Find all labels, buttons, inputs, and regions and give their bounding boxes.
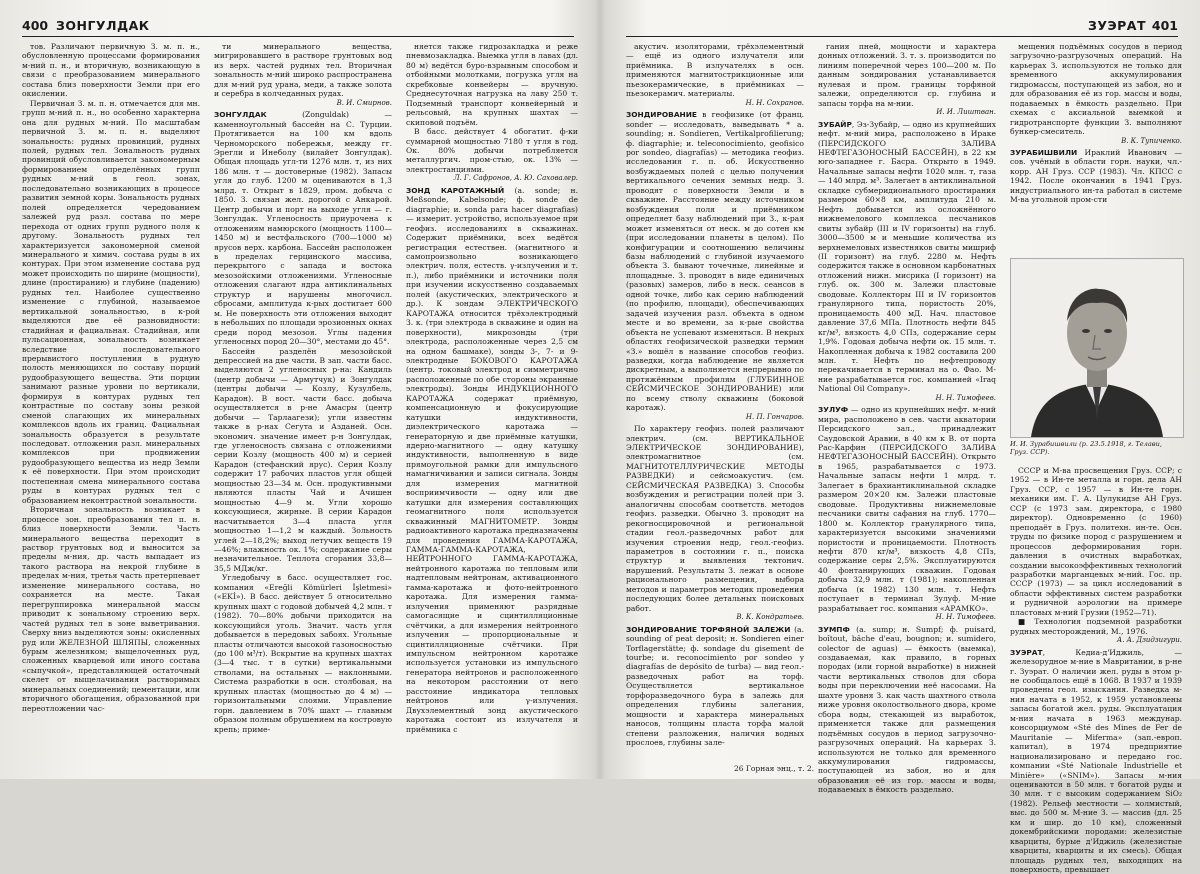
author-signature: Н. Н. Тимофеев. [935,613,996,622]
entry-headword: ЗУМПФ [818,624,850,634]
entry-headword: ЗУРАБИШВИЛИ [1010,147,1078,157]
entry-headword: ЗУБАЙР [818,119,852,129]
author-signature: Л. Г. Сафронов, А. Ю. Саховалер. [453,174,578,183]
article-paragraph [22,99,200,505]
entry-headword: ЗОНД КАРОТАЖНЫЙ [406,185,505,195]
headword: ЗУЭРАТ [1087,18,1146,33]
article-entry [626,110,804,413]
article-paragraph [1010,466,1182,617]
right-page [604,0,1200,874]
author-signature: Н. Н. Сохранов. [745,98,804,107]
entry-headword: ЗОНДИРОВАНИЕ [626,110,697,120]
paragraph-text: няется также гидрозакладка и реже пневмозакладка. Выемка угля в лавах (дл. 80 м) ведётся буро-взрывным способом и отбойными молотками, погрузка угля на скребковые конвейеры — вручную. Среднесуточная нагрузка на лаву 250 т. Подземный транспорт конвейерный и рельсовый, на крупных шахтах — скиповой подъём. [406,42,578,127]
article-paragraph [22,42,200,99]
paragraph-text: ■ Технология подземной разработки рудных месторождений, М., 1976. [1010,617,1182,636]
article-entry [818,120,996,394]
paragraph-text: Бассейн разделён мезозойской депрессией на две части. В зап. части басс. выделяются 2 угленосных р-на: Кандиль (центр добычи — Армутчук) и Зонгулдак (центры добычи — Козлу, Кузулбель, Карадон). В вост. части басс. добыча осуществляется в р-не Амасры (центр добычи — Тарлаагези); угли известны также в р-нах Сегута и Азданей. Осн. экономич. значение имеет р-н Зонгулдак, где угленосность связана с отложениями серии Козлу (мощность 400 м) и серией Карадон (стефанский ярус). Серия Козлу содержит 17 рабочих пластов угля общей мощностью 23—34 м. Осн. продуктивными являются пласты Чай и Ачишен мощностью 4—9 м. Угли хорошо коксующиеся, жирные. В серии Карадон насчитывается 3—4 пласта угля мощностью 1—1,2 м каждый. Зольность углей 2—18,2%; выход летучих веществ 19—46%; влажность ок. 1%; содержание серы незначительное. Теплота сгорания 33,8—35,5 МДж/кг. [214,346,392,573]
paragraph-text: в геофизике (от франц. sonder — исследовать, выведывать * a. sounding; н. Sondieren, Vertikalprofilierung; ф. diagraphie; и. teleconocimiento, geofisico por sondeo, diagrafías) — методика геофиз. исследования г. п. об. Искусственно возбуждаемых полей с целью получения вертикального сечения земных недр. З. проводят с поверхности Земли и в скважине. Расстояние между источником возбуждения поля и приёмником определяет базу наблюдений при З., к-рая может изменяться от неск. м до сотен км (при исследовании планеты в целом). По конфигурации и соотношению величины базы наблюдений с глубиной изучаемого объекта З. бывают точечные, линейные и площадные. З. проводят в виде единичных (разовых) замеров, либо в неск. сеансов в одной точке, либо как серию наблюдений (по профилю, площади), обеспечивающих задачей изучения разл. объекта в одном месте и во времени, за к-рые свойства объекта не успевают изменяться. В некрых областях геофизической разведки термин «З.» вошёл в название способов геофиз. разведки, когда наблюдение не является дискретным, а выполняется непрерывно по протяжённым профилям (ГЛУБИННОЕ СЕЙСМИЧЕСКОЕ ЗОНДИРОВАНИЕ) или по всему стволу скважины (боковой каротаж). [626,110,804,413]
article-entry [818,625,996,795]
paragraph-text: (a. sounding of peat deposit; н. Sondieren einer Torflagerstätte; ф. sondage du gisement de tourbe; и. reconocimiento por sondeo y diagrafías de depósito de turba) — вид геол.-разведочных работ на торф. Осуществляется вертикальное торфоразведочного бура в залежь для определения глубины залегания, мощности и характера минеральных наносов, толщины пласта торфа малой степени разложения, наличия водных прослоев, глубины зале- [626,624,804,748]
left-page [0,0,596,779]
article-paragraph [214,347,392,574]
article-paragraph [214,42,392,99]
article-paragraph [1010,617,1182,636]
paragraph-text: , Кедиа-д'Иджиль, — железорудное м-ние в Мавритании, в р-не г. Зуэрат. О наличии жел. руды в этом р-не сообщалось ещё в 1068. В 1937 и 1939 проведены геол. изыскания. Разведка м-ния начата в 1952, к 1959 установлены запасы богатой жел. руды. Эксплуатация м-ния начата в 1963 междунар. консорциумом «Sté des Mines de Fer de Mauritanie — Miferma» (зап.-европ. капитал), в 1974 предприятие национализировано и передано гос. компании «Sté Nationale Industrielle et Minière» («SNIM»). Запасы м-ния оцениваются в 50 млн. т богатой руды и 30 млн. т с высоким содержанием SiO₂ (1982). Рельеф местности — холмистый, выс. до 500 м. М-ние З. — массив (дл. 25 км и шир. до 10 км), сложенный докембрийскими породами: железистые кварциты, бурые д'Иджиль (железистые кварциты, кварциты и их смесь). Общая площадь рудных тел, выходящих на поверхность, превышает [1010,647,1182,874]
article-entry [626,625,804,748]
article-paragraph [22,505,200,713]
paragraph-text: , Эз-Зубайр, — одно из крупнейших нефт. м-ний мира, расположено в Ираке (ПЕРСИДСКОГО ЗАЛИВА НЕФТЕГАЗОНОСНЫЙ БАССЕЙН), в 22 км юго-западнее г. Басра. Открыто в 1949. Начальные запасы нефти 1020 млн. т, газа — 140 млрд. м³. Залегает в антиклинальной складке субмеридионального простирания размером 60×8 км, амплитуда 210 м. Нефть добывается из осложнённого нижнемелового комплекса песчаников свиты зубайр (III и IV горизонты) на глуб. 3000—3500 м и меньшие количества из верхнемеловых известняков свиты мишриф (II горизонт) на глуб. 2280 м. Нефть содержится также в основном карбонатных отложений нижн. мисрика (I горизонт) на глуб. ок. 300 м. Залежи пластовые сводовые. Коллекторы III и IV горизонтов гранулярного типа, пористость 20%, проницаемость 400 мД. Нач. пластовое давление 37,6 МПа. Плотность нефти 845 кг/м³, вязкость 4,0 СПз, содержание серы 1,9%. Годовая добыча нефти ок. 15 млн. т. Накопленная добыча к 1982 составила 200 млн. т. Нефть по нефтепроводу перекачивается в терминал на о. Фао. М-ние разрабатывается гос. компанией «Iraq National Oil Company». [818,119,996,394]
article-entry [1010,148,1182,205]
running-head [22,14,574,37]
paragraph-text: (a. sonde; н. Meßsonde, Kabelsonde; ф. sonde de diagraphie; и. sonda para hacer diagrafias) — измерит. устройство, используемое при геофиз. исследованиях в скважинах. Содержит приёмники, всех ведётся регистрация естествен. (магнитного и самопроизвольно возникающего электрич. поля, естеств. γ-излучения и т. п.), либо приёмники и источники поля при изучении искусственно создаваемых полей (акустических, электрического и др.). К зондам ЭЛЕКТРИЧЕСКОГО КАРОТАЖА относится трёхэлектродный З. к. (три электрода в скважине и один на поверхности), микрозонды (три электрода, расположенные через 2,5 см на одном башмаке), зонды 3-, 7- и 9-электродные БОКОВОГО КАРОТАЖА (центр. токовый электрод и симметрично расположенные по обе стороны экранные электроды). Зонды ИНДУКЦИОННОГО КАРОТАЖА содержат приёмную, компенсационную и фокусирующие катушки индуктивности, диэлектрического каротажа — генераторную и две приёмные катушки, ядерно-магнитного — одну катушку индуктивности, выполненную в виде прямоугольной рамки для импульсного намагничивания и записи сигнала. Зонды для измерения магнитной восприимчивости — одну или две катушки для измерения составляющих геомагнитного поля используется скважинный МАГНИТОМЕТР. Зонды радиоактивного каротажа предназначены для проведения ГАММА-КАРОТАЖА, ГАММА-ГАММА-КАРОТАЖА, НЕЙТРОННОГО ГАММА-КАРОТАЖА, нейтронного каротажа по тепловым или надтепловым нейтронам, активационного гамма-каротажа и фото-нейтронного каротажа. Для измерения гамма-излучения применяют разрядные самогасящие и сцинтилляционные счётчики, а для измерения нейтронного излучения — пропорциональные и сцинтилляционные счётчики. При импульсном нейтронном каротаже используется установки из импульсного генератора нейтронов и расположенного на некотором расстоянии от него расстояние индикатора тепловых нейтронов или γ-излучения. Двухэлементный зонд акустического каротажа состоит из излучателя и приёмника с [406,185,578,734]
column-3 [406,42,578,753]
article-paragraph [818,42,996,108]
paragraph-text: ти минерального вещества, мигрировавшего в растворе грунтовых вод из верх. частей рудных тел. Вторичная зональность м-ний широко распространена для м-ний руд урана, меди, а также золота и серебра в колчеданных рудах. [214,42,392,99]
column-3-bottom [1010,466,1182,874]
paragraph-text: В басс. действует 4 обогатит. ф-ки суммарной мощностью 7180 т угля в год. Ок. 80% добычи потребляется металлургич. пром-стью, ок. 13% — электростанциями. [406,127,578,174]
paragraph-text: СССР и М-ва просвещения Груз. ССР; с 1952 — в Ин-те металла и горн. дела АН Груз. ССР, с 1957 — в Ин-те горн. механики им. Г. А. Цулукидзе АН Груз. ССР (с 1973 зам. директора, с 1980 директор). Одновременно (с 1960) преподаёт в Груз. политехн. ин-те. Осн. труды по физике пород с разрушением и процессов деформирования горн. давления в очистных выработках, создании высокоэффективных технологий разработки марганцевых м-ний. Гос. пр. СССР (1973) — за цикл исследований в области эффективных систем разработки и рудничной аэрологии на примере пластовых м-ний Грузии (1952—71). [1010,466,1182,617]
entry-headword: ЗОНГУЛДАК [214,110,267,120]
column-1 [626,42,804,753]
author-signature: В. И. Смирнов. [336,98,392,107]
page-number: 400 [22,18,49,33]
paragraph-text: Первичная З. м. п. н. отмечается для мн. групп м-ний п. н., но особенно характерна она для рудных м-ний. По масштабам первичной З. м. п. н. выделяют зональность: рудных провинций, рудных полей, рудных тел. Зональность рудных провинций обусловливается закономерным формированием определённых групп рудных м-ний в геол. зонах, последовательно возникающих в процессе развития земной коры. Зональность рудных полей определяется чередованием залежей руд разл. состава по мере перехода от одних групп рудного поля к другому. Зональность рудных тел характеризуется закономерной сменой минерального и химич. состава руды в их контурах. При этом изменение состава руд может происходить по ширине (мощности), длине (простиранию) и глубине (падению) рудных тел. Наиболее существенно изменение с глубиной, называемое вертикальной зональностью, в к-рой выделяются две её разновидности: стадийная и фациальная. Стадийная, или пульсационная, зональность возникает вследствие последовательного прерывистого поступления в рудную полость меняющихся по составу порций рудообразующего вещества. Эти порции занимают разные уровни по вертикали, формируя в контурах рудных тел контрастные по составу зоны резкой сменой слагающих их минеральных комплексов вдоль их границ. Фациальная зональность образуется в результате последоват. отложения разл. минеральных комплексов при продвижении рудообразующего вещества из недр Земли к её поверхности. При этом происходит постепенная смена минерального состава руды в контурах рудных тел с образованием неконтрастной зональности. [22,98,200,505]
article-entry [406,186,578,734]
paragraph-text: тов. Различают первичную З. м. п. н., обусловленную процессами формирования м-ний п. н., и вторичную, возникающую в связи с преобразованием минерального состава близ поверхности Земли при его окислении. [22,42,200,99]
column-2 [214,42,392,753]
paragraph-text: Вторичная зональность возникает в процессе зон. преобразования тел п. н. близ поверхности Земли. Часть минерального вещества переходит в раствор грунтовых вод и выносится за пределы м-ния, др. часть выпадает из такого раствора на некрой глубине в пределах м-ния, третья часть претерпевает изменение минерального состава, но сохраняется на месте. Такая перегруппировка минеральной массы приводит к зональному строению верх. частей рудных тел в зоне выветривания. Сверху вниз выделяются зоны: окисленных руд или ЖЕЛЕЗНОЙ ШЛЯПЫ, сложенных бурым железняком; выщелоченных руд, сложенных кварцевой или иного состава «сыпучкой», представляющей остаточный скелет от выщелачивания растворимых минеральных соединений; цементации, или вторичного обогащения, образованной при переотложении час- [22,505,200,713]
paragraph-text: (a. sump; н. Sumpf; ф. puisard, boîtout, bâche d'eau, bougnon; и. sumidero, colector de aguas) — ёмкость (выемка), создаваемая, как правило, в горных породах (или горной выработке) в нижней части вертикальных стволов для сбора воды при переключении неё насосами. На шахте уровня З. как часть шахтного ствола ниже уровня околоствольного двора, кроме сбора воды, стекающей из выработок, применяется также для размещения подъёмных сосудов в период загрузочно-разгрузочных операций. На карьерах З. используются не только для временного аккумулирования гидромассы, поступающей из забоя, но и для образования её из гор. массы и воды, подаваемых в ёмкость раздельно. [818,624,996,795]
text-columns [22,42,578,753]
author-signature: А. А. Дзидзигури. [1116,636,1182,645]
author-signature: В. К. Тупиченко. [1121,136,1182,145]
page-number: 401 [1151,18,1178,33]
paragraph-text: По характеру геофиз. полей различают электрич. (см. ВЕРТИКАЛЬНОЕ ЭЛЕКТРИЧЕСКОЕ ЗОНДИРОВАНИЕ), электромагнитное (см. МАГНИТОТЕЛЛУРИЧЕСКИЕ МЕТОДЫ РАЗВЕДКИ) и сейсмоакустич. (см. СЕЙСМИЧЕСКАЯ РАЗВЕДКА) З. Способы возбуждения и регистрации полей при З. аналогичны способам соответств. методов геофиз. разведки. Обычно З. проводят на рекогносцировочной и региональной стадии геол.-разведочных работ для изучения строения недр, геол.-геофиз. параметров в состоянии г. п., поиска структур и выявления тектонич. нарушений. Результаты З. лежат в основе рационального размещения, выбора методов и параметров методик проведения последующих более детальных поисковых работ. [626,424,804,613]
headword: ЗОНГУЛДАК [56,18,150,33]
author-signature: Н. Н. Тимофеев. [935,393,996,402]
article-paragraph [1010,42,1182,137]
paragraph-text: гания пней, мощности и характера донных отложений. З. т. з. производится по линиям поперечной через 100—200 м. По данным зондирования устанавливается нулевая и пром. границы торфяной залежи, определяются ср. глубина и запасы торфа на м-нии. [818,42,996,108]
article-entry [818,405,996,613]
article-paragraph [214,573,392,734]
portrait-caption: И. И. Зурабишвили (р. 23.5.1918, г. Телави, Груз. ССР). [1010,440,1162,456]
article-entry [1010,648,1182,874]
article-entry [214,110,392,346]
running-head [626,14,1178,37]
signature-footer: 26 Горная энц., т. 2. [734,764,815,773]
author-signature: Н. П. Гончаров. [745,412,804,421]
column-1 [22,42,200,753]
paragraph-text: — одно из крупнейших нефт. м-ний мира, расположено в сев. части акватории Персидского зал., принадлежит Саудовской Аравии, в 40 км к В. от порта Рас-Карфин (ПЕРСИДСКОГО ЗАЛИВА НЕФТЕГАЗОНОСНЫЙ БАССЕЙН). Открыто в 1965, разрабатывается с 1973. Начальные запасы нефти 1 млрд. т. Залегает в брахиантиклинальной складке размером 20×20 км. Залежи пластовые сводовые. Продуктивны нижнемеловые песчаники свиты сафания на глуб. 1770—1800 м. Коллектор гранулярного типа, характеризуется высокими значениями пористости и проницаемости. Плотность нефти 870 кг/м³, вязкость 4,8 СПз, содержание серы 2,5%. Эксплуатируются 40 фонтанирующих скважин. Годовая добыча 32,9 млн. т (1981); накопленная добыча (к 1982) 130 млн. т. Нефть поступает в терминал Зулуф. М-ние разрабатывает гос. компания «АРАМКО». [818,405,996,613]
article-paragraph [626,424,804,613]
author-signature: В. К. Кондратьев. [736,613,804,622]
paragraph-text: Угледобычу в басс. осуществляет гос. компания «Ereğli Kömürleri İşletmesi» («EKİ»). В басс. действует 5 относительно крупных шахт с годовой добычей 4,2 млн. т (1982). 70—80% добычи приходится на коксующийся уголь. Значит. часть угля добывается в передовых забоях. Угольные пласты отличаются высокой газоносностью (до 100 м³/т). Вскрытие на крупных шахтах (3—4 тыс. т в сутки) вертикальными стволами, на остальных — наклонными. Система разработки в осн. столбовая, на крупных пластах (мощностью до 4 м) — горизонтальными слоями. Управление горн. давлением в 70% шахт — главным образом полным обрушением на костровую крепь; приме- [214,573,392,734]
column-2 [818,42,996,795]
paragraph-text: Ираклий Иванович — сов. учёный в области горн. науки, чл.-корр. АН Груз. ССР (1983). Чл. КПСС с 1942. После окончания в 1941 Груз. индустриального ин-та работал в системе М-ва угольной пром-сти [1010,147,1182,205]
entry-headword: ЗУЛУФ [818,405,849,415]
entry-headword: ЗОНДИРОВАНИЕ ТОРФЯНОЙ ЗАЛЕЖИ [626,624,791,634]
column-3-top [1010,42,1182,254]
article-paragraph [406,42,578,127]
paragraph-text: (Zonguldak) — каменноугольный бассейн на С. Турции. Протягивается на 100 км вдоль Черноморского побережья, между гг. Эрегли и Инеболу (вилайет Зонгулдак). Общая площадь угл-ти 1276 млн. т, из них 186 млн. т — достоверные (1982). Запасы угля до глуб. 1200 м оцениваются в 1,3 млрд. т. Открыт в 1829, пром. добыча с 1850. З. связан жел. дорогой с Анкарой. Центр добычи и порт на выходе угля — г. Зонгулдак. Угленосность приурочена к отложениям намюрского (мощность 1100—1450 м) и вестфальского (700—1000 м) ярусов верх. карбона. Бассейн расположен в пределах герцинского массива, перекрытого с запада и востока мезозойскими отложениями. Угленосные отложения слагают ядра антиклинальных структур и нарушены многочисл. сбросами, амплитуда к-рых достигает 600 м. Не поверхность эти отложения выходят в небольших по площади эрозионных окнах среди пород мезозоя. Углы падения угленосных пород 20—30°, местами до 45°. [214,110,392,347]
entry-headword: ЗУЭРАТ [1010,647,1043,657]
article-paragraph [626,42,804,99]
paragraph-text: акустич. изоляторами, трёхэлементный — ещё из одного излучателя или приёмника. В излучателях в осн. применяются магнитострикционные или пьезокерамические, в приёмниках — пьезокерамич. материалы. [626,42,804,99]
portrait-photo [1010,258,1184,438]
article-paragraph [406,127,578,174]
author-signature: И. И. Лиштван. [936,108,996,117]
paragraph-text: мещения подъёмных сосудов в период загрузочно-разгрузочных операций. На карьерах З. используются не только для временного аккумулирования гидромассы, поступающей из забоя, но и для образования её из гор. массы и воды, подаваемых в ёмкость раздельно. При схемах с аксиальной выемкой и гидротранспорте функции З. выполняют бункер-смеситель. [1010,42,1182,137]
portrait-image [1011,259,1183,437]
